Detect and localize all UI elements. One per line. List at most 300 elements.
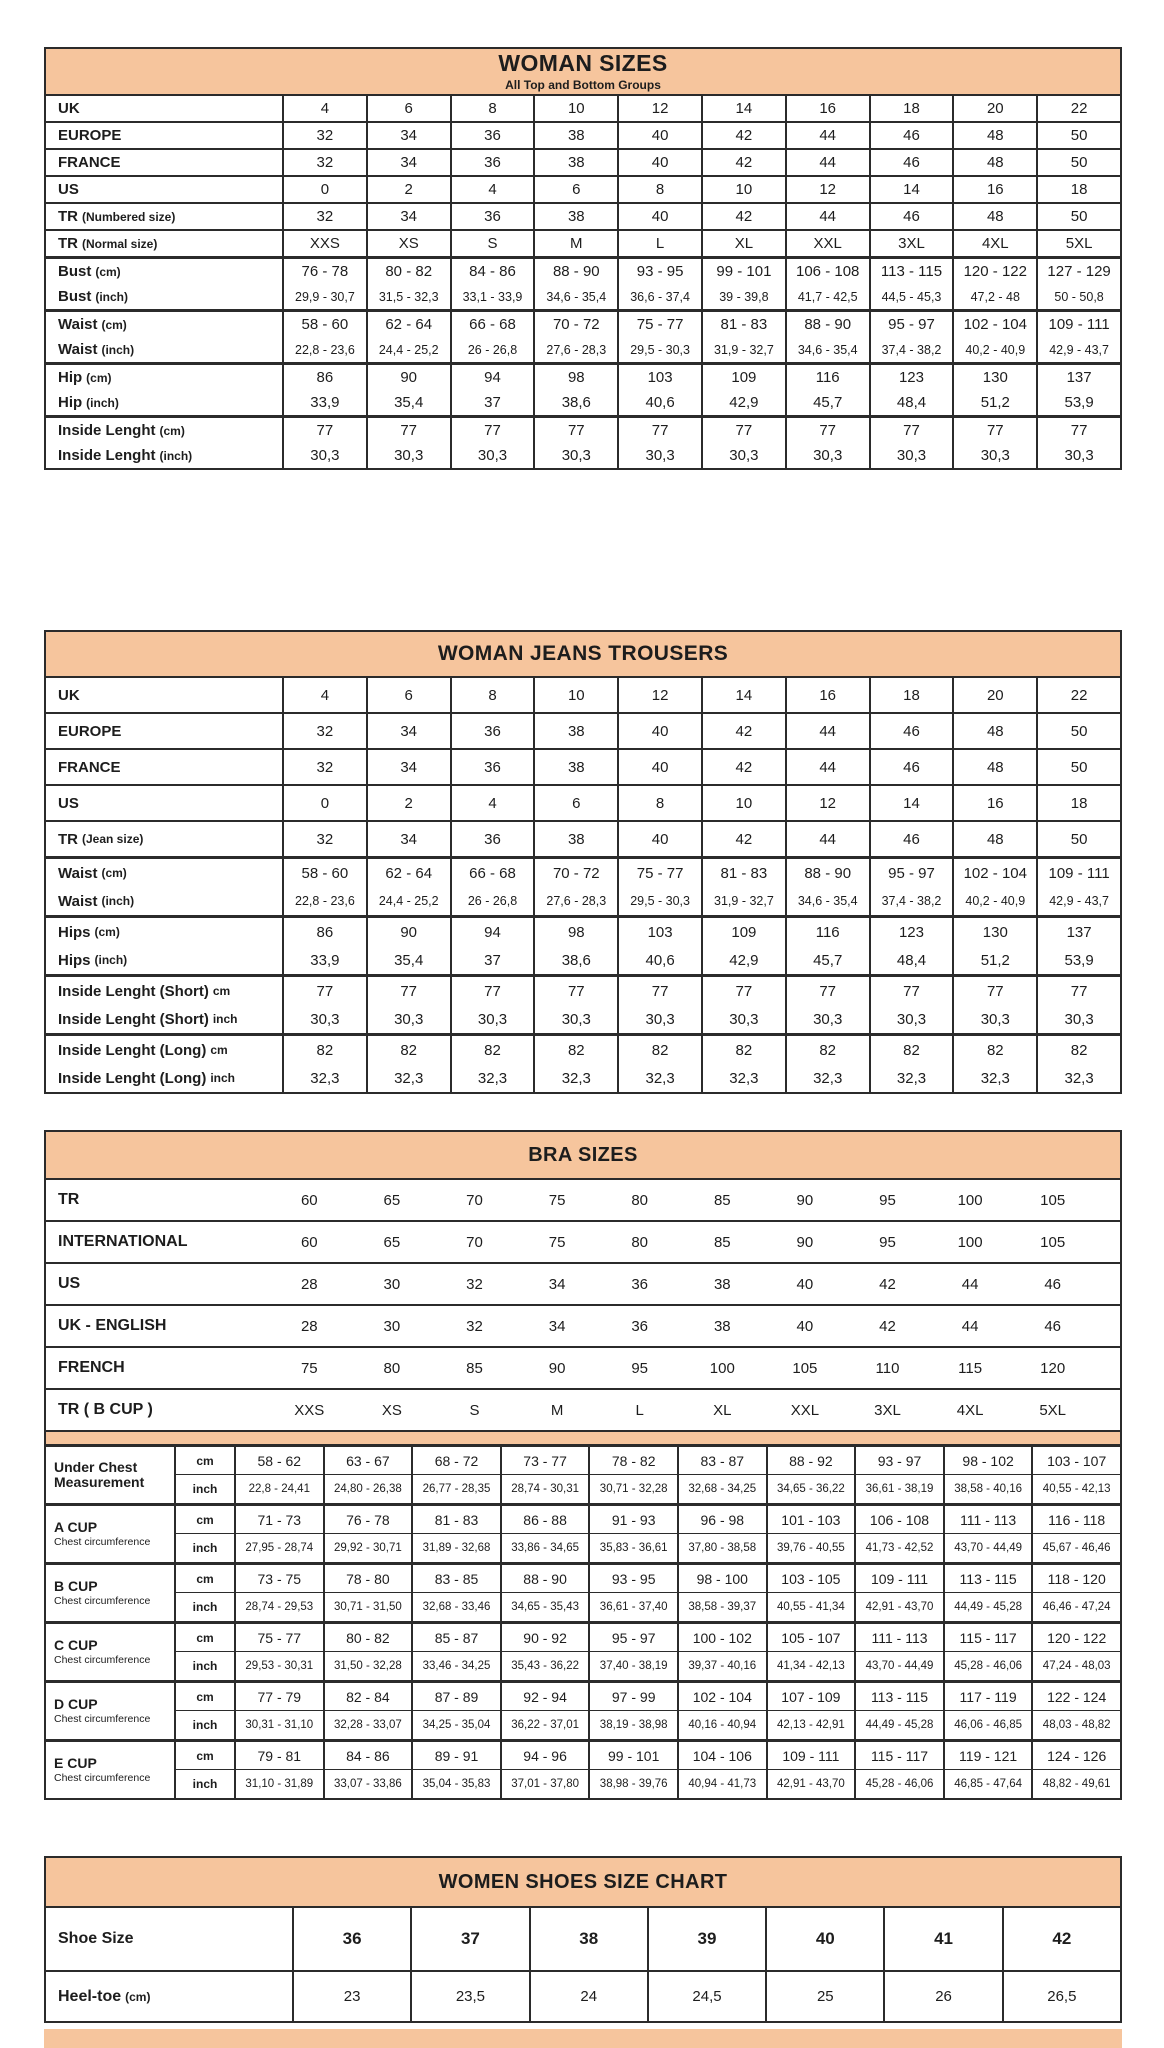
cup-cm-cell: 103 - 107	[1031, 1447, 1120, 1475]
size-cell: 30	[383, 1317, 401, 1335]
size-cell: XL	[713, 1401, 732, 1419]
size-cell: 22,8 - 23,6	[282, 887, 366, 915]
cup-cm-cell: 68 - 72	[411, 1447, 500, 1475]
size-cell: 34	[366, 150, 450, 175]
size-cell: 105	[1040, 1233, 1066, 1251]
cup-inch-cell: 38,58 - 39,37	[677, 1593, 766, 1621]
size-cell: 24,5	[647, 1972, 765, 2021]
row-label-main: TR	[58, 208, 78, 225]
size-cell: 34	[548, 1275, 566, 1293]
row-group	[46, 974, 1120, 1033]
size-cell: 50	[1036, 150, 1120, 175]
cup-inch-cell: 35,43 - 36,22	[500, 1652, 589, 1680]
size-cell: XS	[366, 231, 450, 256]
cup-inch-cell: 29,53 - 30,31	[234, 1652, 323, 1680]
cup-label	[46, 1742, 174, 1798]
size-cell: 6	[533, 177, 617, 202]
size-cell: 82	[282, 1036, 366, 1064]
cup-label-main: C CUP	[54, 1636, 98, 1653]
row-label	[46, 1972, 292, 2021]
size-cell: 70	[466, 1233, 483, 1251]
size-cell: 95	[879, 1233, 896, 1251]
size-cell: 130	[952, 918, 1036, 946]
size-cell: 100	[957, 1191, 983, 1209]
cup-label-sub: Chest circumference	[54, 1536, 151, 1549]
cup-cm-cell: 113 - 115	[854, 1683, 943, 1711]
size-cell: 12	[785, 786, 869, 820]
size-cell: 31,5 - 32,3	[366, 284, 450, 309]
size-cell: 109 - 111	[1036, 859, 1120, 887]
table-row	[46, 96, 1120, 121]
woman-sizes-header	[46, 49, 1120, 96]
cup-cm-cell: 99 - 101	[588, 1742, 677, 1770]
size-cell: 4	[282, 96, 366, 121]
cup-cm-cell: 63 - 67	[323, 1447, 412, 1475]
size-cell: 46	[1044, 1275, 1062, 1293]
size-cell: 77	[282, 418, 366, 443]
size-cell: 4	[450, 786, 534, 820]
cup-cm-cell: 115 - 117	[854, 1742, 943, 1770]
size-cell: 75 - 77	[617, 312, 701, 337]
row-label	[46, 259, 282, 284]
size-cell: 44	[785, 123, 869, 148]
size-cell: 42	[879, 1275, 896, 1293]
size-cell: 37	[450, 390, 534, 415]
size-cell: 22	[1036, 96, 1120, 121]
table-row	[46, 714, 1120, 748]
size-cell: 30,3	[952, 443, 1036, 468]
cup-inch-cell: 40,55 - 41,34	[766, 1593, 855, 1621]
row-label	[46, 1908, 292, 1970]
cup-label-main: A CUP	[54, 1518, 98, 1535]
cup-cm-cell: 82 - 84	[323, 1683, 412, 1711]
table-row	[46, 822, 1120, 856]
size-cell: 47,2 - 48	[952, 284, 1036, 309]
row-label	[46, 390, 282, 415]
size-cell: 30,3	[282, 443, 366, 468]
cup-inch-cell: 33,86 - 34,65	[500, 1534, 589, 1562]
size-cell: 28	[300, 1317, 318, 1335]
cup-inch-cell: 38,98 - 39,76	[588, 1770, 677, 1798]
cup-cm-cell: 87 - 89	[411, 1683, 500, 1711]
row-label-sub: (Numbered size)	[82, 209, 176, 224]
table-row	[46, 1064, 1120, 1092]
cup-inch-cell: 43,70 - 44,49	[943, 1534, 1032, 1562]
cup-cm-cell: 111 - 113	[943, 1506, 1032, 1534]
cup-cm-cell: 78 - 80	[323, 1565, 412, 1593]
cup-cm-cell: 116 - 118	[1031, 1506, 1120, 1534]
row-label	[46, 1064, 282, 1092]
size-cell: 46	[869, 822, 953, 856]
cup-inch-cell: 38,19 - 38,98	[588, 1711, 677, 1739]
size-cell: 95	[631, 1359, 649, 1377]
size-cell: 46	[869, 714, 953, 748]
size-cell: 5XL	[1036, 231, 1120, 256]
size-cell: 30,3	[533, 1005, 617, 1033]
size-cell: 42,9	[701, 390, 785, 415]
size-cell: 90	[548, 1359, 566, 1377]
row-label-main: EUROPE	[58, 722, 122, 740]
size-cell: 60	[300, 1191, 318, 1209]
size-cell: 32	[282, 750, 366, 784]
cup-cm-cell: 80 - 82	[323, 1624, 412, 1652]
size-cell: 36	[631, 1317, 649, 1335]
table-row	[46, 418, 1120, 443]
cup-inch-cell: 32,68 - 34,25	[677, 1475, 766, 1503]
size-cell: 30,3	[701, 1005, 785, 1033]
cup-cm-cell: 78 - 82	[588, 1447, 677, 1475]
cup-cm-cell: 75 - 77	[234, 1624, 323, 1652]
size-cell: 26,5	[1002, 1972, 1120, 2021]
cup-label-sub: Chest circumference	[54, 1654, 151, 1667]
row-label-sub: (inch)	[101, 342, 135, 357]
size-cell: 4	[282, 678, 366, 712]
table-row	[46, 123, 1120, 148]
size-cell: 26 - 26,8	[450, 887, 534, 915]
size-cell: 42	[1002, 1908, 1120, 1970]
cup-inch-cell: 38,58 - 40,16	[943, 1475, 1032, 1503]
table-row	[46, 1262, 1120, 1304]
size-cell: 8	[617, 177, 701, 202]
cup-inch-cell: 45,67 - 46,46	[1031, 1534, 1120, 1562]
jeans-header	[46, 632, 1120, 678]
size-cell: 84 - 86	[450, 259, 534, 284]
row-label	[46, 678, 282, 712]
size-cell: 25	[765, 1972, 883, 2021]
size-cell: 76 - 78	[282, 259, 366, 284]
size-cell: 123	[869, 365, 953, 390]
size-cell: 77	[952, 977, 1036, 1005]
row-label-main: EUROPE	[58, 127, 122, 144]
table-row	[46, 1388, 1120, 1430]
cup-inch-cell: 34,65 - 36,22	[766, 1475, 855, 1503]
size-cell: 127 - 129	[1036, 259, 1120, 284]
size-cell: 18	[869, 96, 953, 121]
size-cell: 44,5 - 45,3	[869, 284, 953, 309]
cup-label-main: E CUP	[54, 1754, 97, 1771]
jeans-trousers-table	[44, 630, 1122, 1094]
size-cell: 29,5 - 30,3	[617, 887, 701, 915]
table-row	[46, 1220, 1120, 1262]
size-cell: 98	[533, 365, 617, 390]
size-cell: 32,3	[617, 1064, 701, 1092]
cup-inch-cell: 24,80 - 26,38	[323, 1475, 412, 1503]
size-cell: 42	[701, 123, 785, 148]
size-cell: 14	[869, 786, 953, 820]
size-cell: XXS	[282, 231, 366, 256]
size-cell: 36	[450, 822, 534, 856]
size-cell: 58 - 60	[282, 312, 366, 337]
unit-cm-label: cm	[174, 1565, 234, 1593]
unit-cm-label: cm	[174, 1624, 234, 1652]
cup-inch-cell: 42,91 - 43,70	[854, 1593, 943, 1621]
size-cell: 31,9 - 32,7	[701, 887, 785, 915]
size-cell: 38	[533, 123, 617, 148]
size-cell: 38	[533, 822, 617, 856]
size-cell: 30,3	[617, 1005, 701, 1033]
size-cell: 34	[366, 714, 450, 748]
cup-cm-cell: 119 - 121	[943, 1742, 1032, 1770]
row-label-main: Inside Lenght	[58, 422, 156, 439]
cup-cm-cell: 122 - 124	[1031, 1683, 1120, 1711]
cup-inch-cell: 47,24 - 48,03	[1031, 1652, 1120, 1680]
size-cell: 90	[366, 918, 450, 946]
cup-inch-cell: 36,22 - 37,01	[500, 1711, 589, 1739]
woman-sizes-table	[44, 47, 1122, 470]
table-row	[46, 977, 1120, 1005]
size-cell: 77	[701, 418, 785, 443]
size-cell: 32,3	[785, 1064, 869, 1092]
size-cell: 40	[617, 750, 701, 784]
size-cell: 32,3	[533, 1064, 617, 1092]
row-group	[46, 362, 1120, 415]
size-cell: 0	[282, 177, 366, 202]
cup-inch-cell: 40,16 - 40,94	[677, 1711, 766, 1739]
unit-cm-label: cm	[174, 1506, 234, 1534]
row-label-main: Heel-toe	[58, 1987, 122, 2005]
table-row	[46, 786, 1120, 820]
size-cell: 40	[617, 204, 701, 229]
size-cell: 45,7	[785, 390, 869, 415]
shoes-title: WOMEN SHOES SIZE CHART	[438, 1870, 728, 1893]
table-row	[46, 1908, 1120, 1970]
size-cell: 4XL	[956, 1401, 984, 1419]
size-cell: 85	[713, 1191, 731, 1209]
table-row	[46, 177, 1120, 202]
row-group	[46, 712, 1120, 748]
row-label	[46, 822, 282, 856]
size-cell: 23	[292, 1972, 410, 2021]
cup-inch-cell: 28,74 - 29,53	[234, 1593, 323, 1621]
cup-inch-cell: 41,73 - 42,52	[854, 1534, 943, 1562]
cup-inch-cell: 36,61 - 38,19	[854, 1475, 943, 1503]
cup-inch-cell: 45,28 - 46,06	[943, 1652, 1032, 1680]
size-cell: M	[550, 1401, 564, 1419]
bra-title: BRA SIZES	[528, 1143, 638, 1166]
table-row	[46, 312, 1120, 337]
size-cell: 82	[617, 1036, 701, 1064]
size-cell: 23,5	[410, 1972, 528, 2021]
size-cell: 34	[366, 822, 450, 856]
size-cell: 32	[282, 150, 366, 175]
bra-size-rows	[46, 1180, 1120, 1430]
size-cell: 77	[366, 418, 450, 443]
row-group	[46, 229, 1120, 256]
size-cell: M	[533, 231, 617, 256]
cup-cm-cell: 90 - 92	[500, 1624, 589, 1652]
size-cell: 32	[282, 123, 366, 148]
size-cell: 95	[879, 1191, 896, 1209]
size-cell: 30,3	[282, 1005, 366, 1033]
size-cell: 37,4 - 38,2	[869, 887, 953, 915]
row-label-sub: inch	[210, 1071, 235, 1085]
row-label-main: Inside Lenght	[58, 447, 156, 464]
cup-group	[46, 1739, 1120, 1798]
size-cell: 26	[883, 1972, 1001, 2021]
row-label	[46, 714, 282, 748]
cup-cm-cell: 98 - 102	[943, 1447, 1032, 1475]
size-cell: 82	[1036, 1036, 1120, 1064]
size-cell: 86	[282, 918, 366, 946]
cup-inch-cell: 33,46 - 34,25	[411, 1652, 500, 1680]
row-label-sub: cm	[210, 1043, 228, 1057]
cup-inch-cell: 28,74 - 30,31	[500, 1475, 589, 1503]
cup-inch-cell: 27,95 - 28,74	[234, 1534, 323, 1562]
size-cell: 115	[958, 1359, 983, 1377]
cup-label-main: B CUP	[54, 1577, 98, 1594]
row-label-sub: (inch)	[95, 289, 129, 304]
size-cell: 77	[869, 977, 953, 1005]
row-label-main: Bust	[58, 263, 92, 280]
row-label: UK - ENGLISH	[58, 1317, 167, 1334]
table-row	[46, 1180, 1120, 1220]
cup-cm-cell: 88 - 90	[500, 1565, 589, 1593]
woman-sizes-title: WOMAN SIZES	[498, 50, 668, 77]
cup-inch-cell: 48,03 - 48,82	[1031, 1711, 1120, 1739]
table-row	[46, 443, 1120, 468]
cup-cm-cell: 91 - 93	[588, 1506, 677, 1534]
cup-inch-cell: 33,07 - 33,86	[323, 1770, 412, 1798]
cup-cm-cell: 93 - 97	[854, 1447, 943, 1475]
size-cell: 30,3	[617, 443, 701, 468]
cup-cm-cell: 96 - 98	[677, 1506, 766, 1534]
size-cell: 77	[869, 418, 953, 443]
row-label: TR	[58, 1191, 80, 1208]
size-cell: 42,9 - 43,7	[1036, 337, 1120, 362]
size-cell: 6	[366, 96, 450, 121]
table-row	[46, 1970, 1120, 2021]
size-cell: 46	[869, 123, 953, 148]
row-label-main: Hip	[58, 369, 83, 386]
size-cell: 102 - 104	[952, 312, 1036, 337]
size-cell: 38	[533, 150, 617, 175]
row-label-main: Waist	[58, 341, 98, 358]
row-label	[46, 365, 282, 390]
size-cell: 102 - 104	[952, 859, 1036, 887]
row-group	[46, 202, 1120, 229]
row-label-sub: (cm)	[101, 317, 127, 332]
size-cell: 29,9 - 30,7	[282, 284, 366, 309]
size-cell: 82	[701, 1036, 785, 1064]
size-cell: 48,4	[869, 390, 953, 415]
size-cell: 8	[617, 786, 701, 820]
cup-cm-cell: 73 - 77	[500, 1447, 589, 1475]
size-cell: 82	[533, 1036, 617, 1064]
size-cell: 10	[533, 678, 617, 712]
size-cell: 103	[617, 918, 701, 946]
cup-inch-cell: 40,94 - 41,73	[677, 1770, 766, 1798]
cup-inch-cell: 45,28 - 46,06	[854, 1770, 943, 1798]
size-cell: 82	[869, 1036, 953, 1064]
size-cell: 116	[785, 918, 869, 946]
size-cell: 4XL	[952, 231, 1036, 256]
size-cell: 48	[952, 123, 1036, 148]
size-cell: 36	[450, 123, 534, 148]
cup-inch-cell: 34,65 - 35,43	[500, 1593, 589, 1621]
row-label-sub: (cm)	[101, 866, 127, 880]
cup-cm-cell: 94 - 96	[500, 1742, 589, 1770]
size-cell: 27,6 - 28,3	[533, 337, 617, 362]
size-cell: 34	[366, 204, 450, 229]
size-cell: 44	[785, 714, 869, 748]
size-cell: S	[469, 1401, 480, 1419]
size-cell: 27,6 - 28,3	[533, 887, 617, 915]
size-cell: 30,3	[366, 1005, 450, 1033]
size-cell: 40	[617, 150, 701, 175]
size-cell: 32,3	[366, 1064, 450, 1092]
unit-cm-label: cm	[174, 1742, 234, 1770]
cup-label	[46, 1683, 174, 1739]
unit-inch-label: inch	[174, 1534, 234, 1562]
row-label-sub: (cm)	[94, 925, 120, 939]
size-cell: 44	[785, 750, 869, 784]
cup-label	[46, 1565, 174, 1621]
size-cell: 94	[450, 918, 534, 946]
row-label	[46, 284, 282, 309]
cup-cm-cell: 111 - 113	[854, 1624, 943, 1652]
size-cell: 109 - 111	[1036, 312, 1120, 337]
size-cell: 109	[701, 365, 785, 390]
cup-cm-cell: 71 - 73	[234, 1506, 323, 1534]
size-cell: 100	[709, 1359, 735, 1377]
cup-cm-cell: 117 - 119	[943, 1683, 1032, 1711]
size-cell: 30,3	[366, 443, 450, 468]
row-label	[46, 96, 282, 121]
row-label-main: Inside Lenght (Long)	[58, 1041, 207, 1059]
size-cell: 88 - 90	[785, 312, 869, 337]
row-label-sub: cm	[212, 984, 231, 998]
cup-inch-cell: 35,83 - 36,61	[588, 1534, 677, 1562]
size-cell: 32	[282, 204, 366, 229]
size-cell: S	[450, 231, 534, 256]
size-cell: 48	[952, 714, 1036, 748]
row-label	[46, 418, 282, 443]
cup-group	[46, 1562, 1120, 1621]
size-cell: 105	[792, 1359, 818, 1377]
table-row	[46, 1304, 1120, 1346]
row-label	[46, 977, 282, 1005]
row-label-sub: (cm)	[159, 423, 185, 438]
row-group	[46, 748, 1120, 784]
table-row	[46, 1346, 1120, 1388]
size-cell: 42	[701, 714, 785, 748]
size-cell: 50	[1036, 204, 1120, 229]
size-cell: 62 - 64	[366, 312, 450, 337]
size-cell: 39	[647, 1908, 765, 1970]
size-cell: 90	[366, 365, 450, 390]
row-label-main: TR	[58, 830, 78, 848]
table-row	[46, 337, 1120, 362]
row-label-main: US	[58, 794, 79, 812]
size-cell: 38	[533, 750, 617, 784]
size-cell: 95 - 97	[869, 859, 953, 887]
size-cell: 30,3	[701, 443, 785, 468]
size-cell: 32,3	[282, 1064, 366, 1092]
row-label	[46, 1036, 282, 1064]
size-cell: 8	[450, 96, 534, 121]
row-label: FRENCH	[58, 1359, 125, 1376]
shoes-header	[46, 1858, 1120, 1908]
size-cell: 106 - 108	[785, 259, 869, 284]
size-cell: 75	[548, 1191, 566, 1209]
size-cell: 33,1 - 33,9	[450, 284, 534, 309]
size-cell: 33,9	[282, 946, 366, 974]
size-cell: 80 - 82	[366, 259, 450, 284]
size-cell: 36	[450, 750, 534, 784]
cup-cm-cell: 109 - 111	[854, 1565, 943, 1593]
jeans-body	[46, 678, 1120, 1092]
row-label	[46, 177, 282, 202]
